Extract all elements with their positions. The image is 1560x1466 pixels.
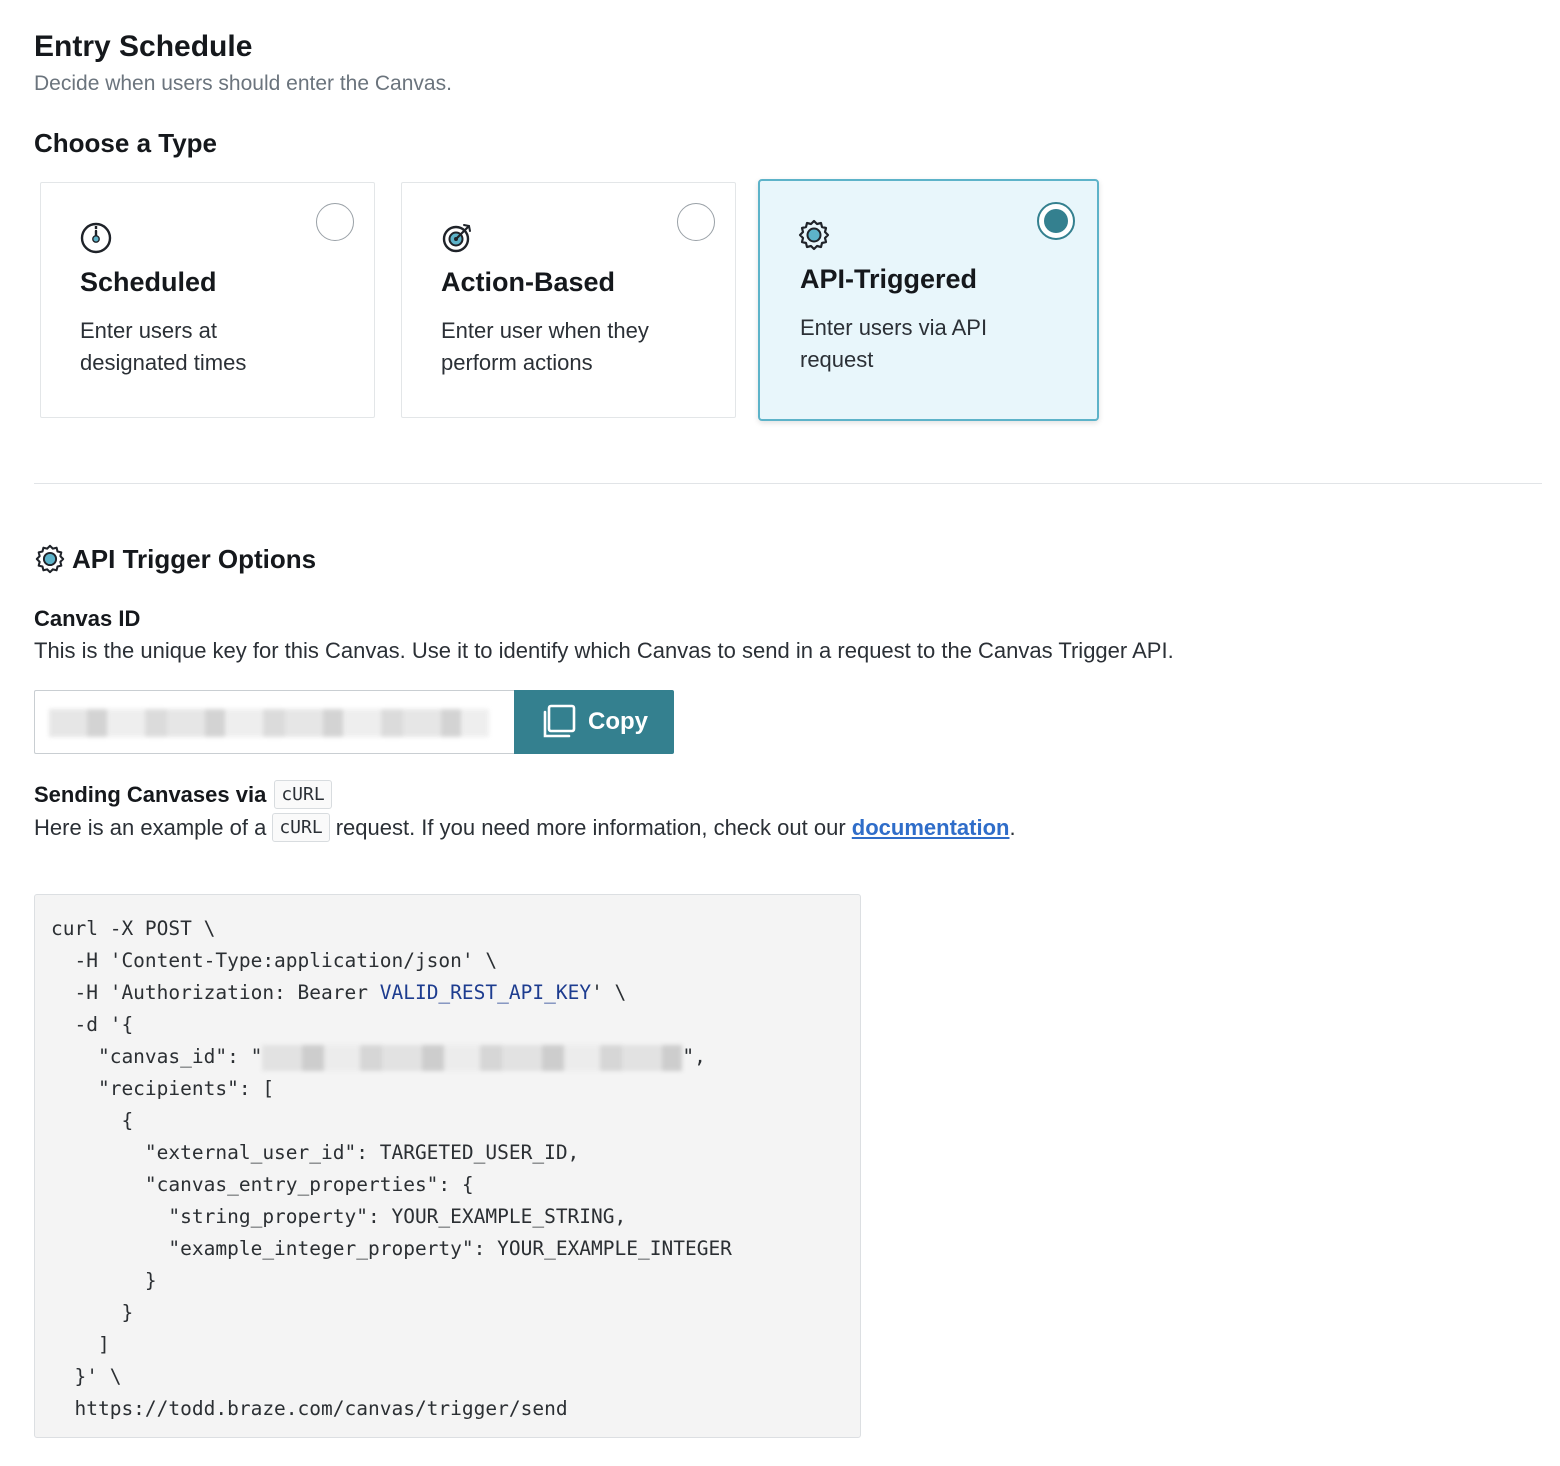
- curl-code-block: [34, 894, 861, 1438]
- target-icon: [440, 221, 474, 255]
- radio-action-based[interactable]: [677, 203, 715, 241]
- type-card-description: Enter users at designated times: [80, 318, 247, 375]
- code-line: {: [51, 1109, 134, 1132]
- choose-type-heading: Choose a Type: [34, 128, 218, 158]
- code-line: "canvas_id": ": [51, 1045, 263, 1068]
- curl-chip-inline: cURL: [272, 813, 329, 842]
- code-line: }: [51, 1269, 157, 1292]
- type-card-scheduled[interactable]: [40, 182, 375, 418]
- gear-icon: [34, 543, 66, 575]
- type-card-api-triggered[interactable]: [758, 179, 1099, 421]
- radio-scheduled[interactable]: [316, 203, 354, 241]
- code-line: }: [51, 1301, 134, 1324]
- clock-icon: [79, 221, 113, 255]
- type-card-title: Action-Based: [441, 267, 616, 297]
- redacted-canvas-id: [49, 709, 489, 737]
- type-card-description: Enter users via API request: [800, 315, 988, 372]
- code-line: curl -X POST \: [51, 917, 216, 940]
- type-card-title: Scheduled: [80, 267, 217, 297]
- code-api-key: VALID_REST_API_KEY: [379, 981, 592, 1004]
- curl-chip: cURL: [274, 780, 331, 809]
- type-card-action-based[interactable]: [401, 182, 736, 418]
- code-line: }' \: [51, 1365, 122, 1388]
- code-line: "example_integer_property": YOUR_EXAMPLE_INTEGER: [51, 1237, 732, 1260]
- canvas-id-label: Canvas ID: [34, 606, 141, 631]
- gear-icon: [797, 218, 831, 252]
- info-before: Here is an example of a: [34, 814, 267, 840]
- code-line: "canvas_entry_properties": {: [51, 1173, 474, 1196]
- code-line: ",: [682, 1045, 706, 1068]
- code-line: https://todd.braze.com/canvas/trigger/send: [51, 1397, 568, 1420]
- api-options-title: API Trigger Options: [72, 543, 317, 574]
- copy-button[interactable]: [514, 690, 674, 754]
- code-line: "recipients": [: [51, 1077, 275, 1100]
- sending-canvases-heading: [34, 780, 332, 809]
- type-card-description: Enter user when they perform actions: [441, 318, 649, 375]
- canvas-id-field[interactable]: [34, 690, 516, 754]
- curl-info-text: [34, 813, 1016, 842]
- page-subtitle: Decide when users should enter the Canvas.: [34, 72, 452, 95]
- info-period: .: [1009, 814, 1016, 840]
- radio-api-triggered[interactable]: [1037, 202, 1075, 240]
- code-line: -H 'Authorization: Bearer: [51, 981, 380, 1004]
- section-divider: [34, 483, 1542, 484]
- redacted-canvas-id-inline: [262, 1045, 682, 1071]
- info-after: request. If you need more information, check out our: [335, 814, 846, 840]
- page-title: Entry Schedule: [34, 30, 253, 63]
- copy-button-label: Copy: [588, 708, 648, 735]
- code-line: -H 'Content-Type:application/json' \: [51, 949, 498, 972]
- code-line: "external_user_id": TARGETED_USER_ID,: [51, 1141, 580, 1164]
- sending-label: Sending Canvases via: [34, 781, 267, 807]
- api-options-heading: [34, 543, 316, 575]
- code-line: ]: [51, 1333, 110, 1356]
- copy-icon: [540, 703, 578, 741]
- type-card-title: API-Triggered: [800, 264, 978, 294]
- canvas-id-description: This is the unique key for this Canvas. Use it to identify which Canvas to send in a request to the Canvas Trigger API.: [34, 638, 1174, 663]
- code-line: "string_property": YOUR_EXAMPLE_STRING,: [51, 1205, 627, 1228]
- code-line: ' \: [591, 981, 627, 1004]
- code-line: -d '{: [51, 1013, 134, 1036]
- documentation-link[interactable]: documentation: [851, 814, 1010, 840]
